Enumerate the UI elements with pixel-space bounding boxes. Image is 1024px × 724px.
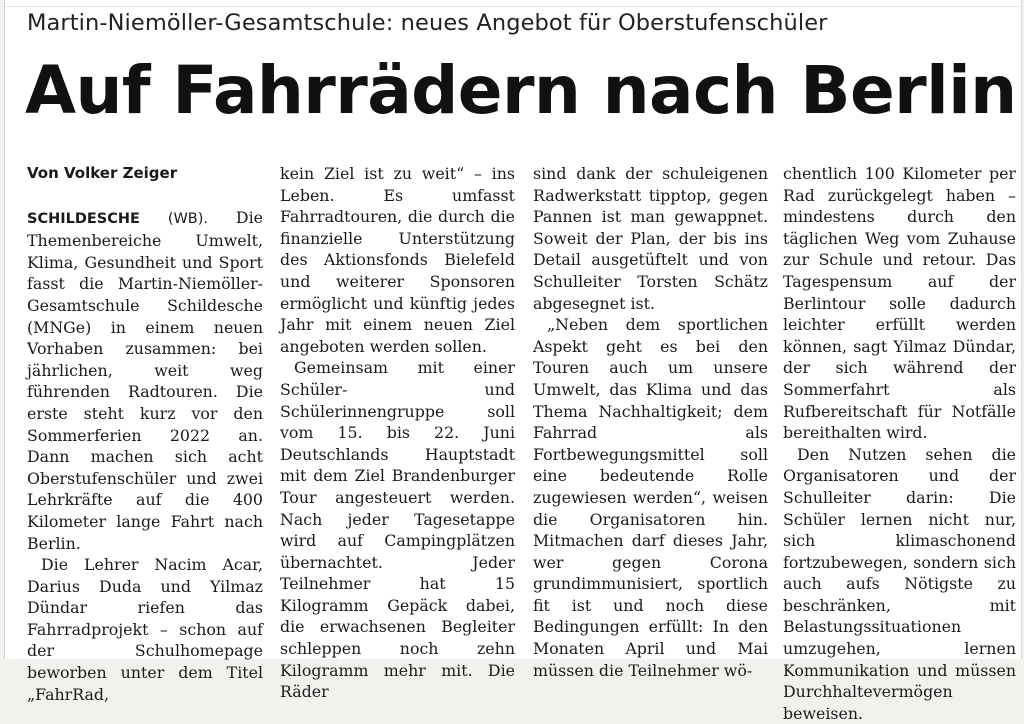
newspaper-clipping [4, 0, 1022, 723]
agency-tag: (WB). [167, 210, 209, 227]
article-dateline: SCHILDESCHE [27, 210, 140, 227]
column-1-paragraph-1-text: Die Themenbereiche Umwelt, Klima, Gesundheit und Sport fasst die Martin-Niemöller-Gesamtschule Schildesche (MNGe) in einem neuen Vorhaben zusammen: bei jährlichen, weit weg führenden Radtouren. Die erste steht kurz vor den Sommerferien 2022 an. Dann machen sich acht Oberstufenschüler und zwei Lehrkräfte auf die 400 Kilometer lange Fahrt nach Berlin. [27, 207, 263, 553]
column-2-paragraph-2: Gemeinsam mit einer Schüler- und Schülerinnengruppe soll vom 15. bis 22. Juni Deutschlands Hauptstadt mit dem Ziel Brandenburger Tour angesteuert werden. Nach jeder Tagesetappe wird auf Campingplätzen übernachtet. Jeder Teilnehmer hat 15 Kilogramm Gepäck dabei, die erwachsenen Begleiter schleppen noch zehn Kilogramm mehr mit. Die Räder [280, 358, 515, 702]
column-2-paragraph-1: kein Ziel ist zu weit“ – ins Leben. Es umfasst Fahrradtouren, die durch die finanzielle Unterstützung des Aktionsfonds Bielefeld und weiterer Sponsoren ermöglicht und künftig jedes Jahr mit einem neuen Ziel angeboten werden sollen. [280, 164, 515, 356]
article-column-2 [280, 163, 515, 703]
column-1-paragraph-1 [27, 207, 263, 555]
column-3-paragraph-2: „Neben dem sportlichen Aspekt geht es bei den Touren auch um unsere Umwelt, das Klima und das Thema Nachhaltigkeit; dem Fahrrad als Fortbewegungsmittel soll eine bedeutende Rolle zugewiesen werden“, weisen die Organisatoren hin. Mitmachen darf dieses Jahr, wer gegen Corona grundimmunisiert, sportlich fit ist und noch diese Bedingungen erfüllt: In den Monaten April und Mai müssen die Teilnehmer wö- [533, 315, 768, 680]
article-column-3 [533, 163, 768, 681]
top-rule [5, 0, 1021, 7]
column-1-paragraph-2: Die Lehrer Nacim Acar, Darius Duda und Yilmaz Dündar riefen das Fahrradprojekt – schon auf der Schulhomepage beworben unter dem Titel „FahrRad, [27, 555, 263, 704]
column-3-paragraph-1: sind dank der schuleigenen Radwerkstatt tipptop, gegen Pannen ist man gewappnet. Soweit der Plan, der bis ins Detail ausgetüftelt und von Schulleiter Torsten Schätz abgesegnet ist. [533, 164, 768, 313]
article-kicker: Martin-Niemöller-Gesamtschule: neues Angebot für Oberstufenschüler [27, 10, 828, 36]
article-headline: Auf Fahrrädern nach Berlin [25, 52, 1017, 129]
article-byline: Von Volker Zeiger [27, 164, 178, 182]
column-4-paragraph-1: chentlich 100 Kilometer per Rad zurückgelegt haben – mindestens durch den täglichen Weg vom Zuhause zur Schule und retour. Das Tagespensum auf der Berlintour solle dadurch leichter erfüllt werden können, sagt Yilmaz Dündar, der sich während der Sommerfahrt als Rufbereitschaft für Notfälle bereithalten wird. [783, 164, 1016, 443]
article-column-4 [783, 163, 1016, 724]
article-column-1 [27, 163, 263, 705]
column-4-paragraph-2: Den Nutzen sehen die Organisatoren und der Schulleiter darin: Die Schüler lernen nicht nur, sich klimaschonend fortzubewegen, sondern sich auch aufs Nötigste zu beschränken, mit Belastungssituationen umzugehen, lernen Kommunikation und müssen Durchhaltevermögen beweisen. [783, 444, 1016, 723]
